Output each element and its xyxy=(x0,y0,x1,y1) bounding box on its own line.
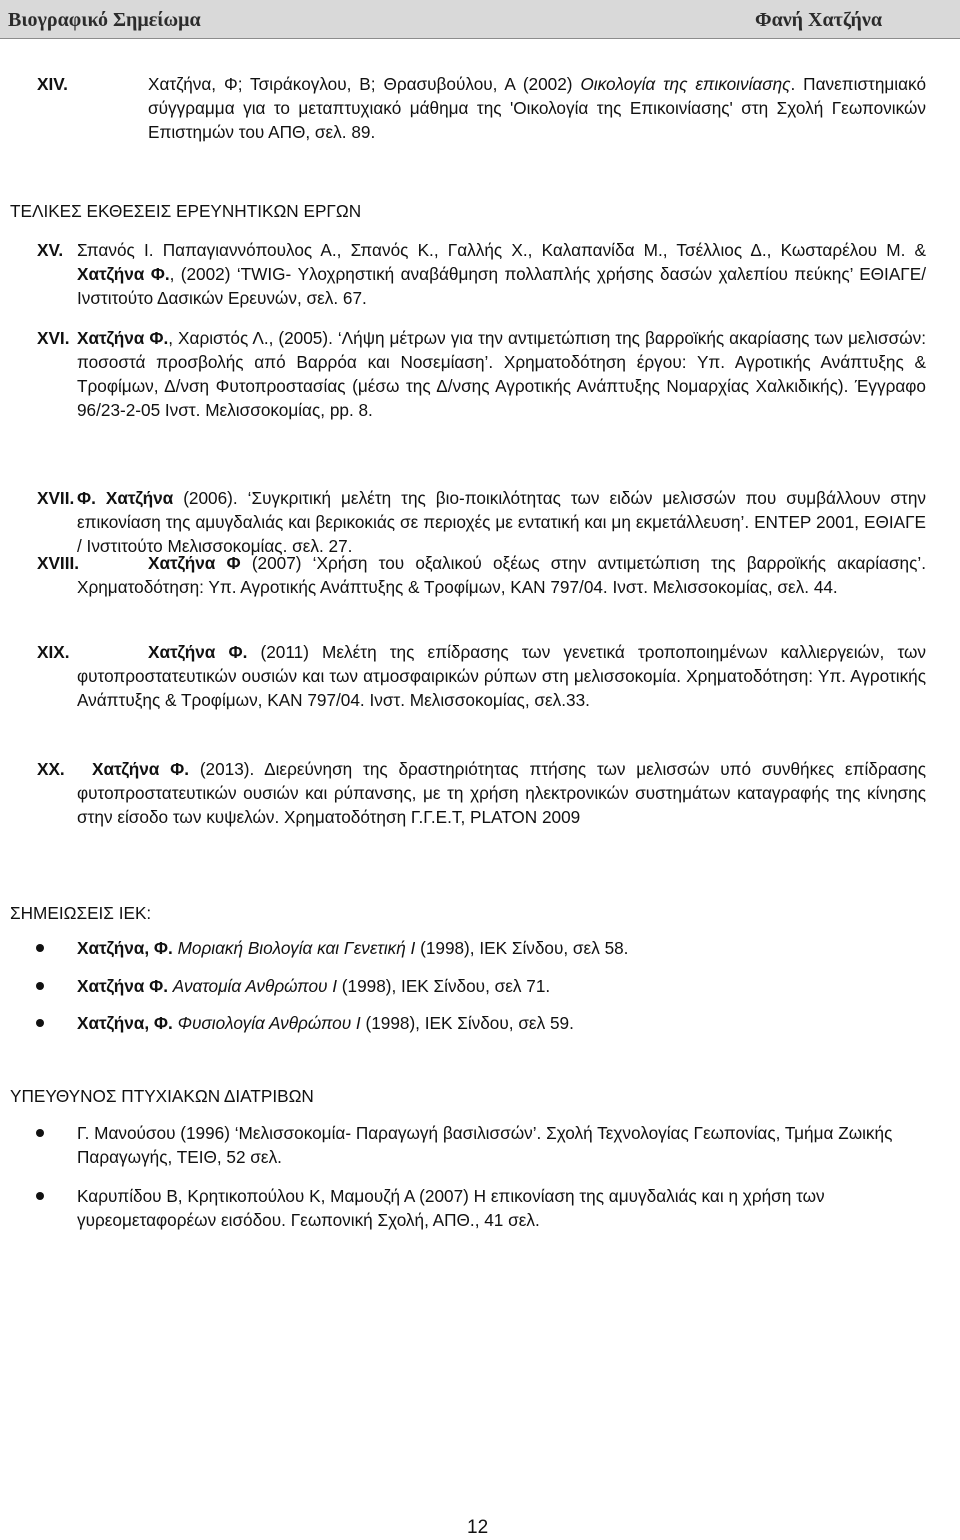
entry-number: XIX. xyxy=(37,642,70,662)
entry-number: XIV. xyxy=(37,74,68,94)
entry-number: XVIII. xyxy=(37,553,80,573)
section-heading-theses: ΥΠΕΥΘΥΝΟΣ ΠΤΥΧΙΑΚΩΝ ΔΙΑΤΡΙΒΩΝ xyxy=(10,1086,314,1106)
entry-number: XVII. xyxy=(37,488,75,508)
entry-number: XV. xyxy=(37,240,64,260)
page-header xyxy=(0,0,960,39)
entry-number: XX. xyxy=(37,759,65,779)
entry-text: Σπανός Ι. Παπαγιαννόπουλος Α., Σπανός Κ., Γαλλής Χ., Καλαπανίδα Μ., Τσέλλιος Δ., Κωσταρέλου Μ. & Χατζήνα Φ., (2002) ‘TWIG- Υλοχρηστική αναβάθμηση πολλαπλής χρήσης δασών χαλεπίου πεύκης’ ΕΘΙΑΓΕ/ Ινστιτούτο Δασικών Ερευνών, σελ. 67. xyxy=(77,240,926,308)
entry-text: Χατζήνα Φ. (2011) Μελέτη της επίδρασης των γενετικά τροποποιημένων καλλιεργειών, των φυτοπροστατευτικών ουσιών και των ατμοσφαιρικών ρύπων στη μελισσοκομία. Χρηματοδότηση: Υπ. Αγροτικής Ανάπτυξης & Τροφίμων, ΚΑΝ 797/04. Ινστ. Μελισσοκομίας, σελ.33. xyxy=(77,642,926,710)
header-title: Βιογραφικό Σημείωμα xyxy=(8,9,201,31)
entry-text: Χατζήνα Φ., Χαριστός Λ., (2005). ‘Λήψη μέτρων για την αντιμετώπιση της βαρροϊκής ακαρίασης των μελισσών: ποσοστά προσβολής από Βαρρόα και Νοσεμίαση’. Χρηματοδότηση έργου: Υπ. Αγροτικής Ανάπτυξης & Τροφίμων, Δ/νση Φυτοπροστασίας (μέσω της Δ/νσης Αγροτικής Ανάπτυξης Νομαρχίας Χαλκιδικής). Έγγραφο 96/23-2-05 Ινστ. Μελισσοκομίας, pp. 8. xyxy=(77,328,926,420)
bullet-icon xyxy=(36,1129,44,1137)
entry-text: Φ. Χατζήνα (2006). ‘Συγκριτική μελέτη της βιο-ποικιλότητας των ειδών μελισσών που συμβάλλουν στην επικονίαση της αμυγδαλιάς και βερικοκιάς σε περιοχές με εντατική και μη εκμετάλλευση’. ΕΝΤΕΡ 2001, ΕΘΙΑΓΕ / Ινστιτούτο Μελισσοκομίας. σελ. 27. xyxy=(77,488,926,556)
bullet-icon xyxy=(36,1192,44,1200)
entry-number: XVI. xyxy=(37,328,70,348)
entry-text: Χατζήνα Φ (2007) ‘Χρήση του οξαλικού οξέως στην αντιμετώπιση της βαρροϊκής ακαρίασης’. Χρηματοδότηση: Υπ. Αγροτικής Ανάπτυξης & Τροφίμων, ΚΑΝ 797/04. Ινστ. Μελισσοκομίας, σελ. 44. xyxy=(77,553,926,597)
entry-text: Χατζήνα Φ. (2013). Διερεύνηση της δραστηριότητας πτήσης των μελισσών υπό συνθήκες επίδρασης φυτοπροστατευτικών ουσιών και ρύπανσης, με τη χρήση ηλεκτρονικών συστημάτων καταγραφής της κίνησης στην είσοδο των κυψελών. Χρηματοδότηση Γ.Γ.Ε.Τ, PLATON 2009 xyxy=(77,759,926,827)
section-heading-iek: ΣΗΜΕΙΩΣΕΙΣ ΙΕΚ: xyxy=(10,903,152,923)
entry-text: Χατζήνα, Φ; Τσιράκογλου, Β; Θρασυβούλου, Α (2002) Οικολογία της επικοινίασης. Πανεπιστημιακό σύγγραμμα για το μεταπτυχιακό μάθημα της 'Οικολογία της Επικοινίασης' στη Σχολή Γεωπονικών Επιστημών του ΑΠΘ, σελ. 89. xyxy=(148,74,926,142)
bullet-icon xyxy=(36,944,44,952)
bullet-icon xyxy=(36,982,44,990)
page-number: 12 xyxy=(467,1517,489,1538)
header-author: Φανή Χατζήνα xyxy=(754,9,882,31)
section-heading-research: ΤΕΛΙΚΕΣ ΕΚΘΕΣΕΙΣ ΕΡΕΥΝΗΤΙΚΩΝ ΕΡΓΩΝ xyxy=(10,201,362,221)
bullet-icon xyxy=(36,1019,44,1027)
